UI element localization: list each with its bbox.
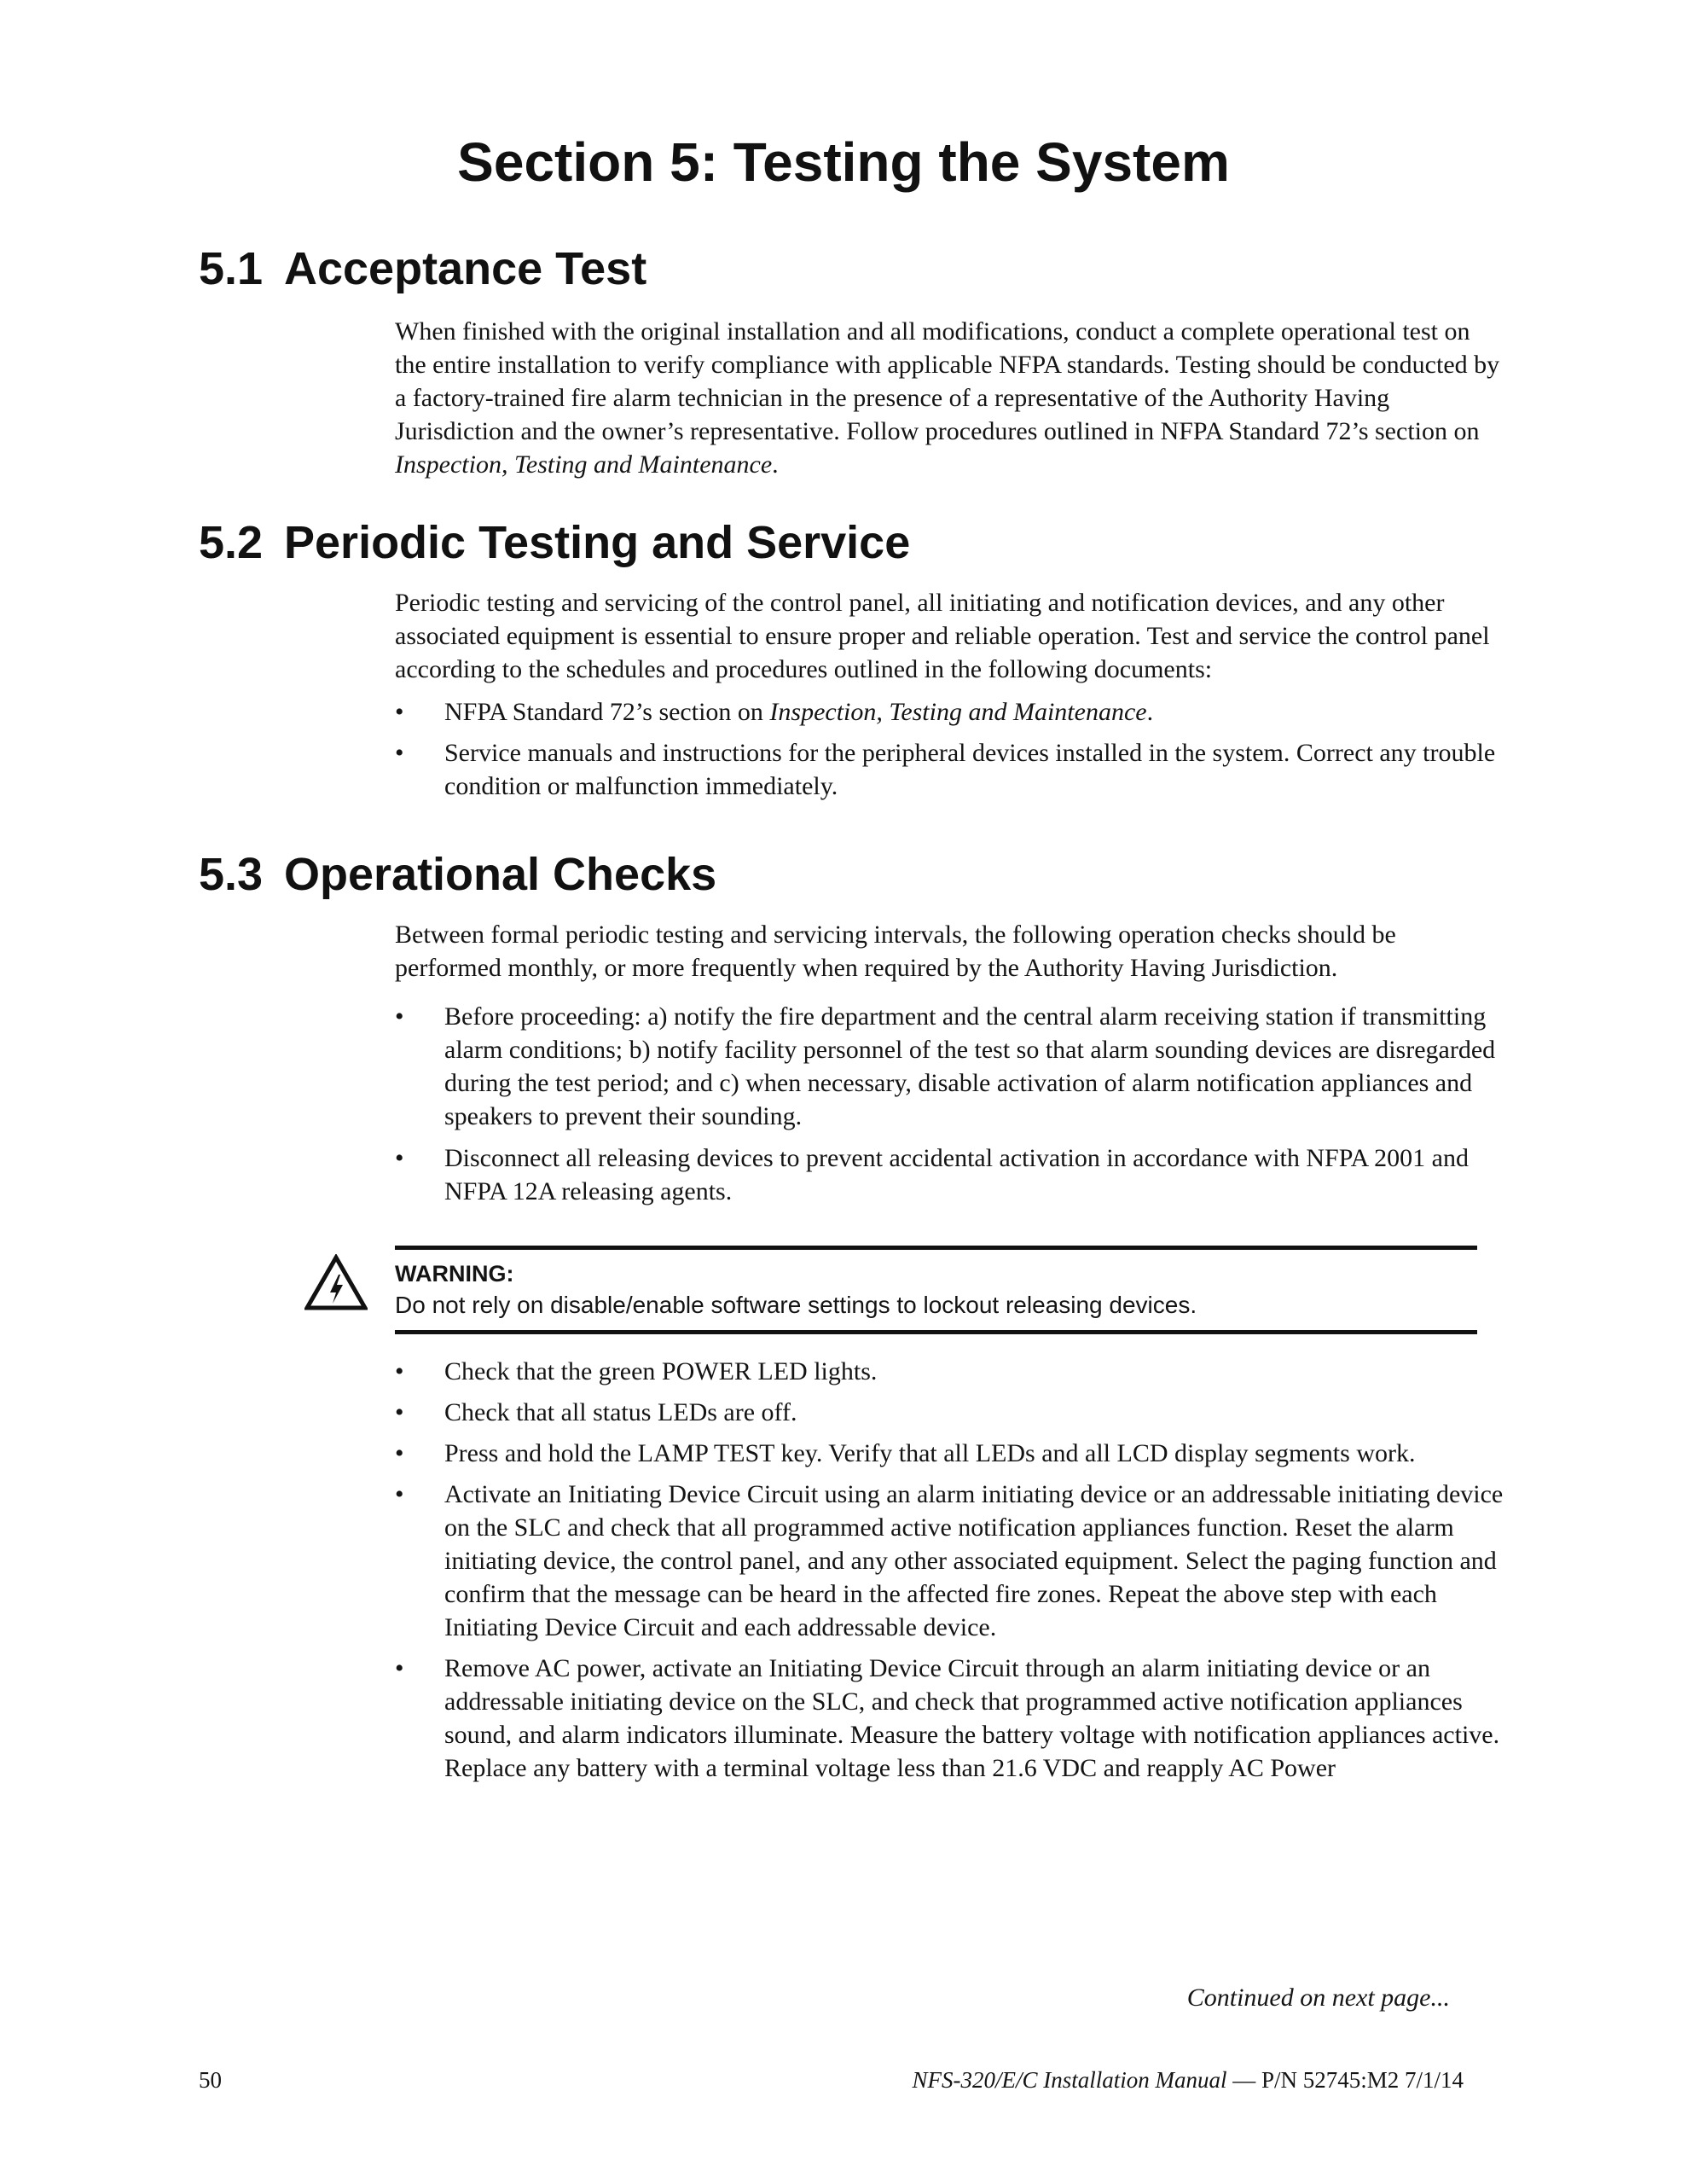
heading-periodic-testing: [199, 515, 910, 570]
list-item: [395, 1000, 1504, 1133]
warning-label: WARNING:: [395, 1261, 514, 1287]
list-item: [395, 1355, 1504, 1388]
paragraph: [395, 315, 1504, 481]
bullet-icon: •: [395, 1144, 404, 1172]
list-item: [395, 1396, 1504, 1429]
section-title: Periodic Testing and Service: [284, 517, 911, 568]
section-number: 5.3: [199, 849, 264, 900]
section-title: Operational Checks: [284, 849, 717, 900]
heading-operational-checks: [199, 847, 716, 902]
footer-manual-info: [912, 2065, 1464, 2095]
footer-separator: —: [1226, 2067, 1261, 2093]
heading-acceptance-test: [199, 241, 646, 296]
manual-title: NFS-320/E/C Installation Manual: [912, 2067, 1227, 2093]
list-item: [395, 1437, 1504, 1470]
warning-text: Do not rely on disable/enable software settings to lockout releasing devices.: [395, 1292, 1197, 1318]
bullet-list: [395, 1000, 1504, 1208]
bullet-icon: •: [395, 1398, 404, 1426]
paragraph-text: When finished with the original installation and all modifications, conduct a complete operational test on the entire installation to verify compliance with applicable NFPA standards. Testing should be conducted by a factory-trained fire alarm technician in the presence of a representative of the Authority Having Jurisdiction and the owner’s representative. Follow procedures outlined in NFPA Standard 72’s section on: [395, 317, 1500, 445]
operational-checks-body: [395, 918, 1504, 1208]
section-number: 5.2: [199, 517, 264, 568]
list-item-italic: Inspection, Testing and Maintenance: [769, 698, 1147, 726]
list-item: [395, 1652, 1504, 1785]
bullet-icon: •: [395, 1357, 404, 1385]
paragraph: Periodic testing and servicing of the control panel, all initiating and notification devices, and any other associated equipment is essential to ensure proper and reliable operation. Test and service the control panel according to the schedules and procedures outlined in the following documents:: [395, 589, 1490, 683]
periodic-testing-body: [395, 586, 1504, 803]
list-item-text: Before proceeding: a) notify the fire department and the central alarm receiving station if transmitting alarm conditions; b) notify facility personnel of the test so that alarm sounding devices are disregarded during the test period; and c) when necessary, disable activation of alarm notification appliances and speakers to prevent their sounding.: [444, 1002, 1496, 1130]
bullet-list: [395, 695, 1504, 803]
bullet-icon: •: [395, 698, 404, 726]
bullet-icon: •: [395, 1002, 404, 1031]
bullet-icon: •: [395, 739, 404, 767]
page-number: 50: [199, 2067, 222, 2093]
list-item-end: .: [1146, 698, 1154, 726]
warning-box: [395, 1246, 1477, 1334]
paragraph-italic: Inspection, Testing and Maintenance: [395, 450, 773, 479]
list-item-text: Disconnect all releasing devices to prevent accidental activation in accordance with NFPA 2001 and NFPA 12A releasing agents.: [444, 1144, 1469, 1205]
part-number: P/N 52745:M2 7/1/14: [1261, 2067, 1464, 2093]
list-item-text: Press and hold the LAMP TEST key. Verify that all LEDs and all LCD display segments work.: [444, 1439, 1416, 1467]
paragraph: Between formal periodic testing and servicing intervals, the following operation checks should be performed monthly, or more frequently when required by the Authority Having Jurisdiction.: [395, 921, 1396, 982]
bullet-icon: •: [395, 1654, 404, 1682]
operational-checks-steps: [395, 1355, 1504, 1785]
bullet-icon: •: [395, 1439, 404, 1467]
list-item-text: Service manuals and instructions for the peripheral devices installed in the system. Correct any trouble condition or malfunction immediately.: [444, 739, 1496, 800]
list-item-text: NFPA Standard 72’s section on: [444, 698, 770, 726]
list-item-text: Check that the green POWER LED lights.: [444, 1357, 878, 1385]
list-item-text: Activate an Initiating Device Circuit using an alarm initiating device or an addressable initiating device on the SLC and check that all programmed active notification appliances function. Reset the alarm initiating device, the control panel, and any other associated equipment. Select the paging function and confirm that the message can be heard in the affected fire zones. Repeat the above step with each Initiating Device Circuit and each addressable device.: [444, 1480, 1504, 1641]
section-title: Acceptance Test: [284, 243, 647, 294]
warning-icon: [304, 1254, 368, 1310]
bullet-list: [395, 1355, 1504, 1785]
list-item: [395, 1478, 1504, 1644]
continued-note: Continued on next page...: [1186, 1984, 1450, 2012]
list-item: [395, 695, 1504, 729]
list-item-text: Remove AC power, activate an Initiating Device Circuit through an alarm initiating device or an addressable initiating device on the SLC, and check that programmed active notification appliances sound, and alarm indicators illuminate. Measure the battery voltage with notification appliances active. Replace any battery with a terminal voltage less than 21.6 VDC and reapply AC Power: [444, 1654, 1500, 1782]
acceptance-test-body: [395, 315, 1504, 481]
bullet-icon: •: [395, 1480, 404, 1508]
paragraph-end: .: [772, 450, 779, 479]
page-title: Section 5: Testing the System: [457, 131, 1230, 193]
list-item-text: Check that all status LEDs are off.: [444, 1398, 797, 1426]
list-item: [395, 736, 1504, 803]
list-item: [395, 1141, 1504, 1208]
section-number: 5.1: [199, 243, 264, 294]
